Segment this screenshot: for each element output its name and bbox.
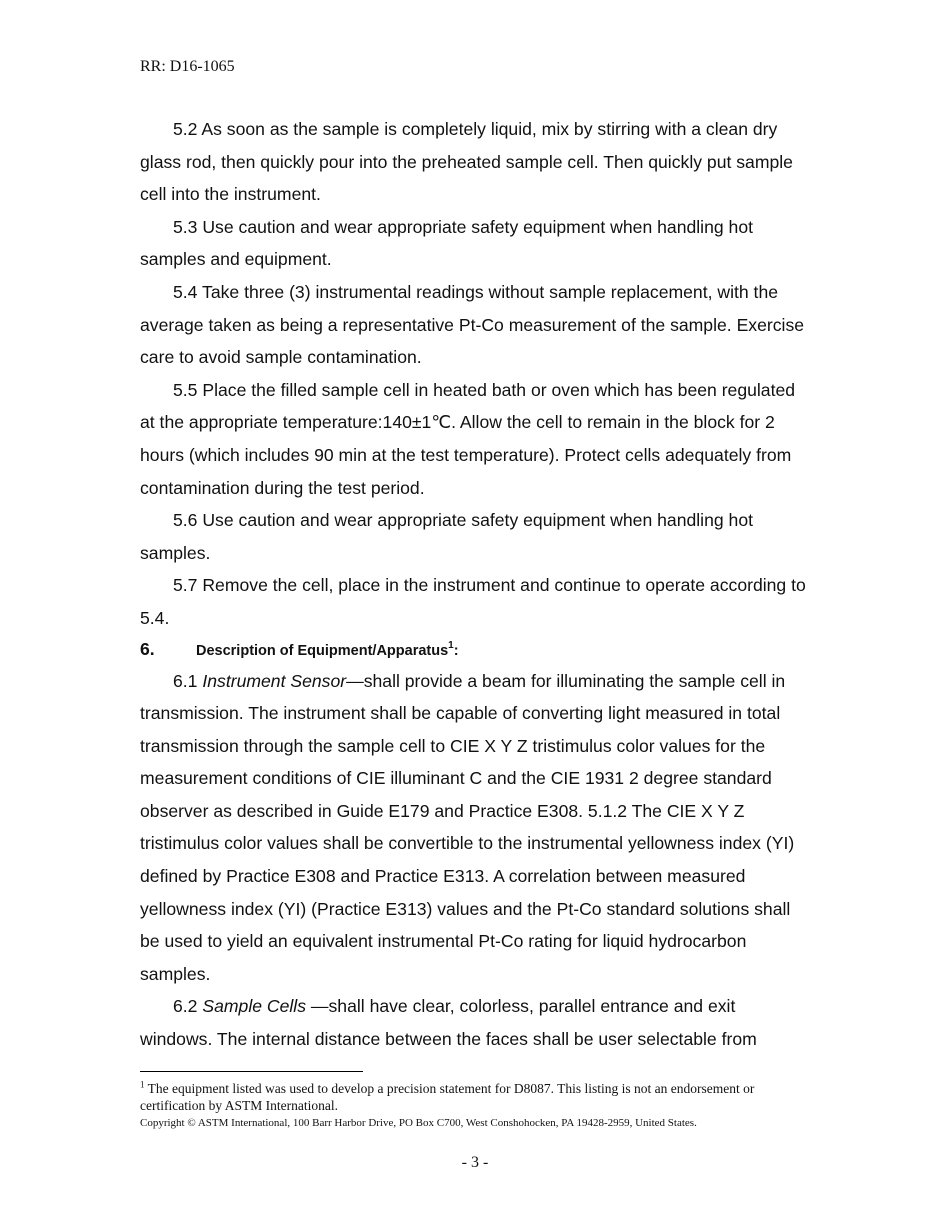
footnote	[140, 1080, 820, 1114]
paragraph-5-4: 5.4 Take three (3) instrumental readings without sample replacement, with the average taken as being a representative Pt-Co measurement of the sample. Exercise care to avoid sample contamination.	[140, 281, 805, 368]
paragraph-text: —shall provide a beam for illuminating the sample cell in transmission. The instrument shall be capable of converting light measured in total transmission through the sample cell to CIE X Y Z tristimulus color values for the measurement conditions of CIE illuminant C and the CIE 1931 2 degree standard observer as described in Guide E179 and Practice E308. 5.1.2 The CIE X Y Z tristimulus color values shall be convertible to the instrumental yellowness index (YI) defined by Practice E308 and Practice E313. A correlation between measured yellowness index (YI) (Practice E313) values and the Pt-Co standard solutions shall be used to yield an equivalent instrumental Pt-Co rating for liquid hydrocarbon samples.	[140, 670, 795, 984]
footnote-reference: 1	[448, 639, 454, 651]
paragraph-number: 6.1	[173, 670, 203, 691]
paragraph-5-6: 5.6 Use caution and wear appropriate safety equipment when handling hot samples.	[140, 510, 754, 563]
defined-term: Sample Cells	[202, 996, 307, 1017]
document-header: RR: D16-1065	[140, 58, 235, 75]
section-title: Description of Equipment/Apparatus	[196, 642, 449, 659]
paragraph-number: 6.2	[173, 996, 203, 1017]
footnote-text: The equipment listed was used to develop a precision statement for D8087. This listing is not an endorsement or certification by ASTM International.	[140, 1081, 755, 1113]
paragraph-text: —shall have clear, colorless, parallel entrance and exit windows. The internal distance between the faces shall be user selectable from	[140, 996, 757, 1050]
document-body	[140, 113, 812, 1056]
paragraph-6-1	[140, 665, 812, 991]
paragraph-5-3: 5.3 Use caution and wear appropriate safety equipment when handling hot samples and equipment.	[140, 216, 754, 270]
paragraph-5-7: 5.7 Remove the cell, place in the instrument and continue to operate according to 5.4.	[140, 575, 806, 628]
paragraph-5-2: 5.2 As soon as the sample is completely liquid, mix by stirring with a clean dry glass rod, then quickly pour into the preheated sample cell. Then quickly put sample cell into the instrument.	[140, 119, 793, 205]
section-number: 6.	[140, 638, 155, 659]
defined-term: Instrument Sensor	[202, 670, 347, 691]
section-title-colon: :	[453, 642, 459, 659]
section-6-heading	[140, 635, 812, 665]
footnote-divider	[140, 1071, 363, 1072]
paragraph-5-5: 5.5 Place the filled sample cell in heated bath or oven which has been regulated at the appropriate temperature:140±1℃. Allow the cell to remain in the block for 2 hours (which includes 90 min at the test temperature). Protect cells adequately from contamination during the test period.	[140, 379, 796, 498]
copyright-notice: Copyright © ASTM International, 100 Barr Harbor Drive, PO Box C700, West Conshohocken, PA 19428-2959, United States.	[140, 1117, 697, 1129]
page-number: - 3 -	[461, 1154, 489, 1171]
footnote-marker: 1	[140, 1079, 145, 1090]
paragraph-6-2	[140, 990, 812, 1055]
